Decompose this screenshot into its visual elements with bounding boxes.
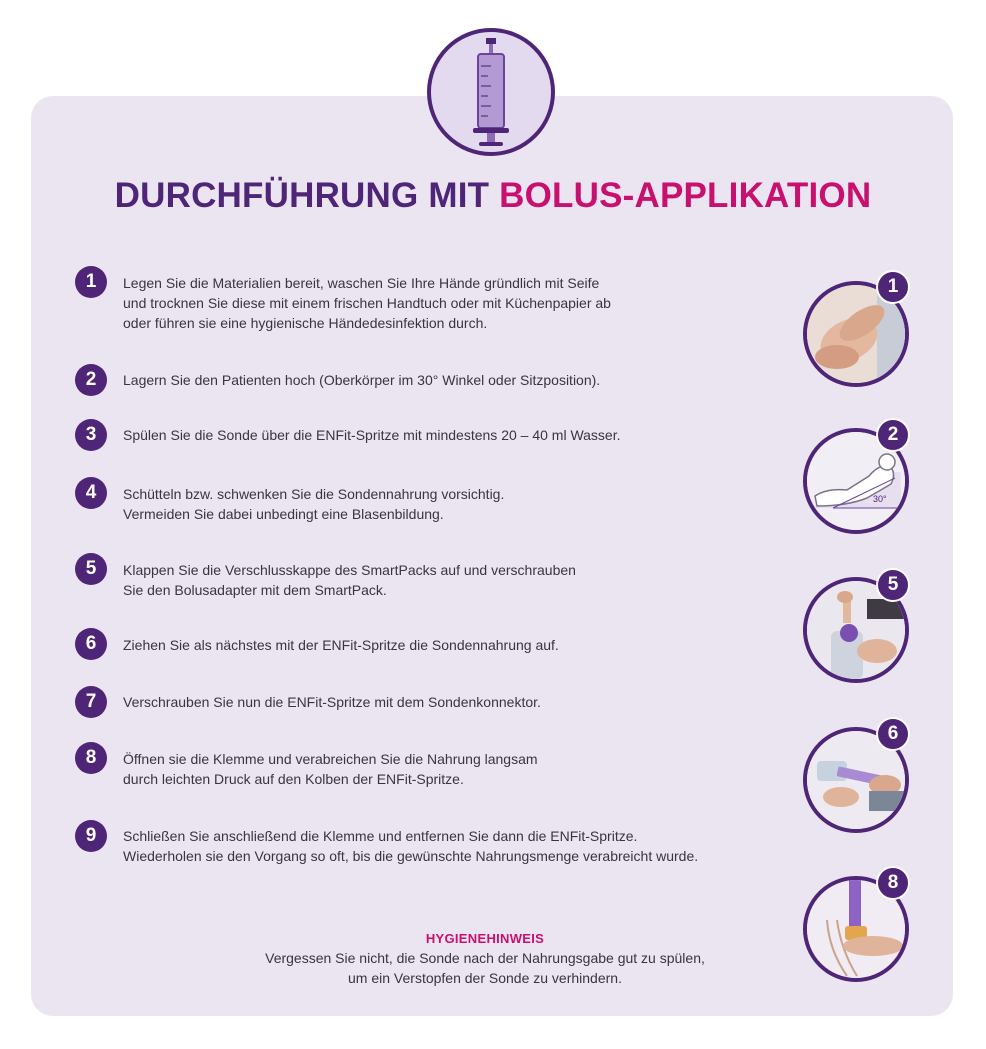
angle-label: 30° — [873, 494, 887, 504]
hygiene-line: um ein Verstopfen der Sonde zu verhindern. — [348, 970, 622, 986]
step-line: Vermeiden Sie dabei unbedingt eine Blasenbildung. — [123, 506, 444, 522]
page-title — [0, 176, 986, 216]
step-line: und trocknen Sie diese mit einem frischen Handtuch oder mit Küchenpapier ab — [123, 295, 611, 311]
step-line: Sie den Bolusadapter mit dem SmartPack. — [123, 582, 387, 598]
step-text — [123, 635, 763, 655]
step-number: 6 — [75, 628, 107, 660]
photo-badge: 8 — [876, 866, 910, 900]
hygiene-title: HYGIENEHINWEIS — [425, 931, 545, 946]
step-number: 8 — [75, 742, 107, 774]
step-line: Schütteln bzw. schwenken Sie die Sondennahrung vorsichtig. — [123, 486, 505, 502]
step-text — [123, 692, 763, 712]
photo-badge: 5 — [876, 568, 910, 602]
step-line: Klappen Sie die Verschlusskappe des SmartPacks auf und verschrauben — [123, 562, 576, 578]
step-line: durch leichten Druck auf den Kolben der ENFit-Spritze. — [123, 771, 464, 787]
step-number: 7 — [75, 686, 107, 718]
step-text — [123, 484, 763, 524]
step-number: 2 — [75, 364, 107, 396]
step-number: 5 — [75, 553, 107, 585]
syringe-icon — [427, 28, 555, 156]
photo-badge: 1 — [876, 270, 910, 304]
step-line: Öffnen sie die Klemme und verabreichen Sie die Nahrung langsam — [123, 751, 538, 767]
step-text — [123, 370, 763, 390]
step-line: Spülen Sie die Sonde über die ENFit-Spritze mit mindestens 20 – 40 ml Wasser. — [123, 427, 621, 443]
step-line: Schließen Sie anschließend die Klemme und entfernen Sie dann die ENFit-Spritze. — [123, 828, 638, 844]
instruction-card — [31, 96, 953, 1016]
step-line: oder führen sie eine hygienische Händedesinfektion durch. — [123, 315, 488, 331]
hygiene-line: Vergessen Sie nicht, die Sonde nach der Nahrungsgabe gut zu spülen, — [265, 950, 705, 966]
photo-badge: 2 — [876, 418, 910, 452]
step-number: 3 — [75, 419, 107, 451]
step-line: Lagern Sie den Patienten hoch (Oberkörper im 30° Winkel oder Sitzposition). — [123, 372, 601, 388]
step-number: 4 — [75, 477, 107, 509]
step-line: Wiederholen sie den Vorgang so oft, bis die gewünschte Nahrungsmenge verabreicht wurde. — [123, 848, 699, 864]
step-text — [123, 560, 763, 600]
step-text — [123, 826, 763, 866]
step-line: Legen Sie die Materialien bereit, waschen Sie Ihre Hände gründlich mit Seife — [123, 275, 600, 291]
step-number: 9 — [75, 820, 107, 852]
title-part-accent: BOLUS-APPLIKATION — [499, 176, 872, 215]
step-text — [123, 749, 763, 789]
photo-badge: 6 — [876, 717, 910, 751]
step-line: Ziehen Sie als nächstes mit der ENFit-Spritze die Sondennahrung auf. — [123, 637, 559, 653]
step-text — [123, 273, 763, 333]
step-line: Verschrauben Sie nun die ENFit-Spritze mit dem Sondenkonnektor. — [123, 694, 541, 710]
step-text — [123, 425, 763, 445]
step-number: 1 — [75, 266, 107, 298]
title-part-main: DURCHFÜHRUNG MIT — [114, 176, 490, 215]
